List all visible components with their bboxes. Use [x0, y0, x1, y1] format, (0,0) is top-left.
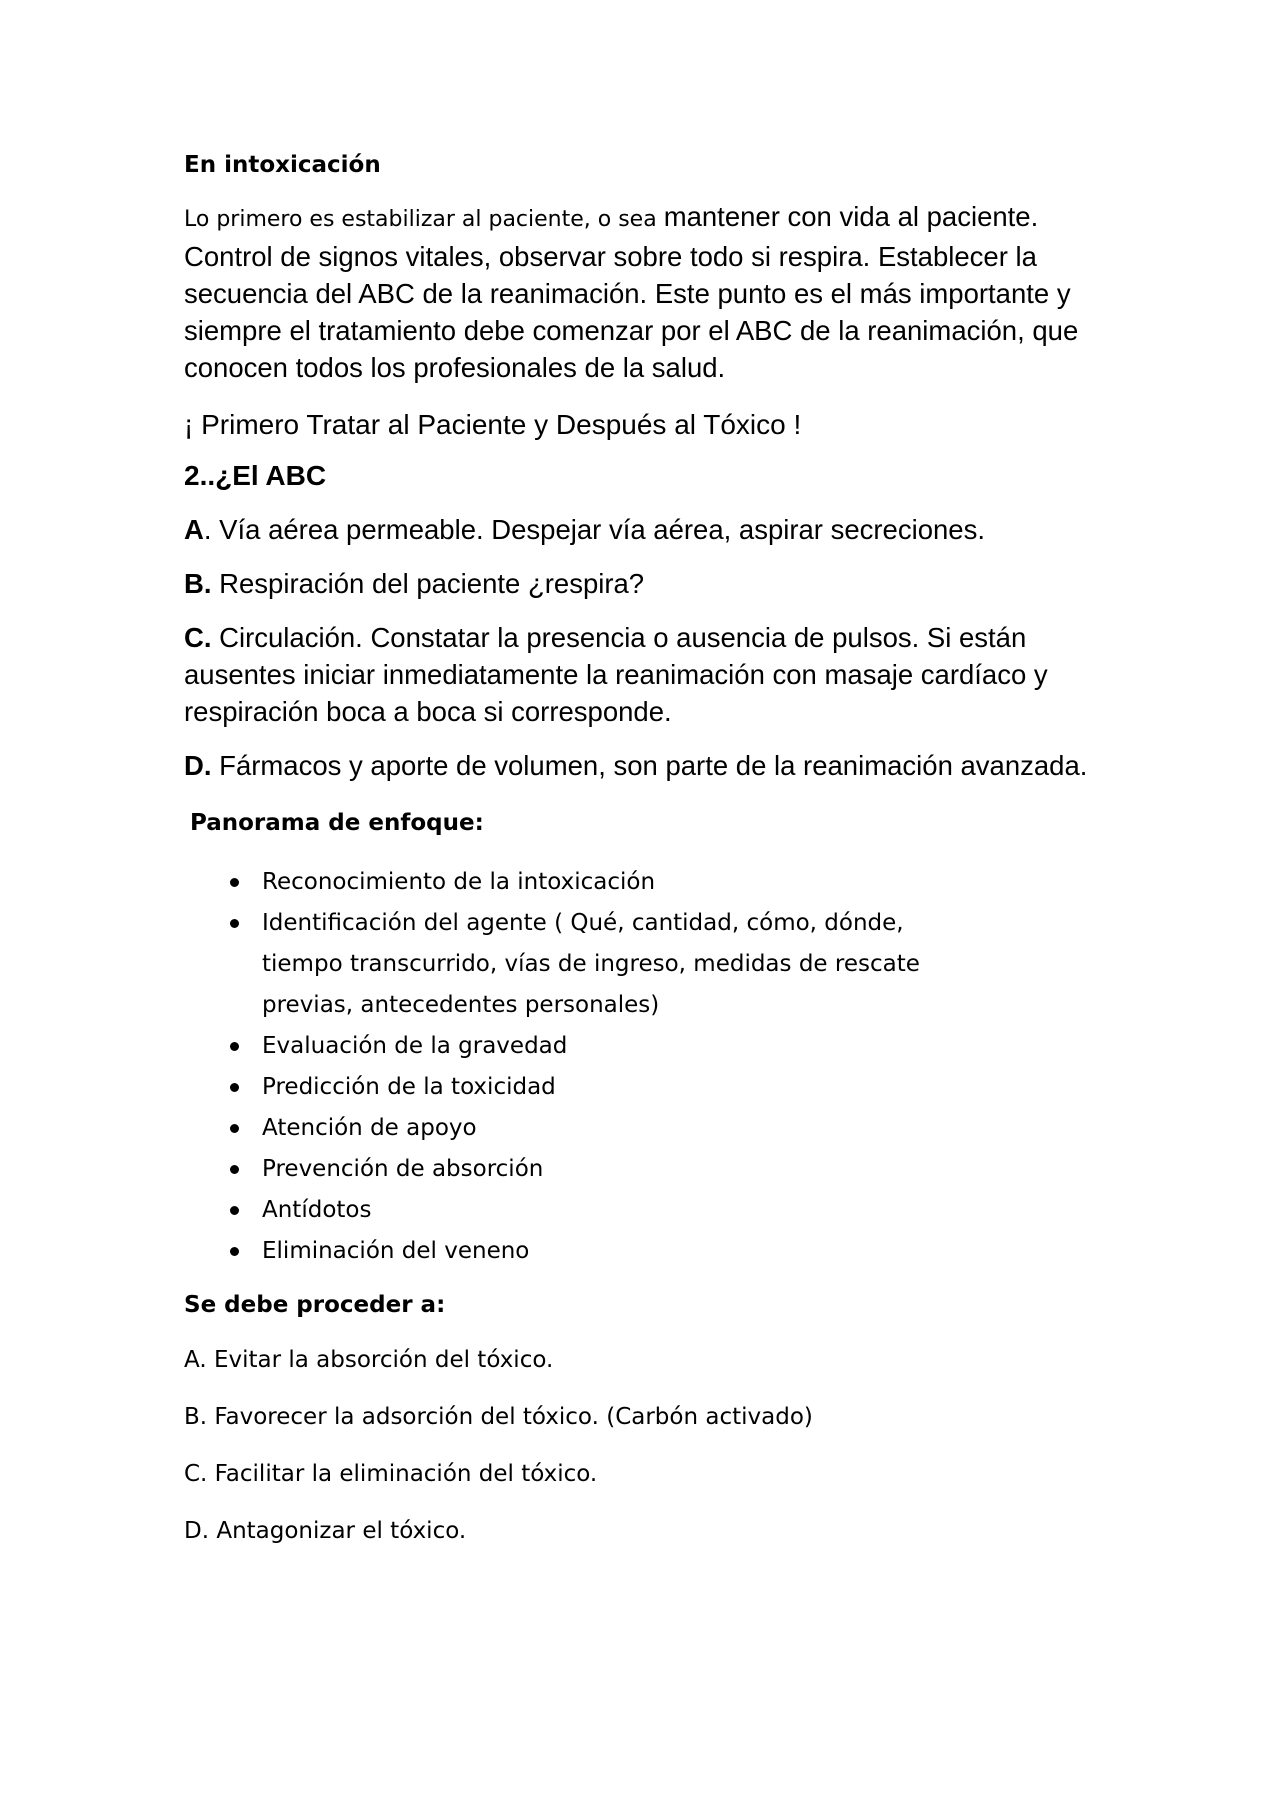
- list-item-text: Prevención de absorción: [262, 1156, 544, 1182]
- list-item-text: Eliminación del veneno: [262, 1238, 530, 1264]
- abc-sep: [212, 750, 220, 781]
- list-item: [184, 1190, 982, 1231]
- intro-rest: mantener con vida al paciente. Control de signos vitales, observar sobre todo si respira. Establecer la secuencia del ABC de la reanimación. Este punto es el más importante y siempre el tratamiento debe comenzar por el ABC de la reanimación, que conocen todos los profesionales de la salud.: [184, 201, 1079, 383]
- proceder-title: Se debe proceder a:: [184, 1292, 446, 1318]
- list-item-text: Atención de apoyo: [262, 1115, 477, 1141]
- proceder-step-d: D. Antagonizar el tóxico.: [184, 1518, 467, 1544]
- intro-paragraph: [184, 198, 1104, 386]
- abc-text: Circulación. Constatar la presencia o ausencia de pulsos. Si están ausentes iniciar inmediatamente la reanimación con masaje cardíaco y respiración boca a boca si corresponde.: [184, 622, 1048, 727]
- bullet-icon: [230, 1083, 239, 1092]
- abc-text: Respiración del paciente ¿respira?: [219, 568, 645, 599]
- list-item: [184, 1067, 982, 1108]
- abc-letter: A: [184, 514, 204, 545]
- slogan: ¡ Primero Tratar al Paciente y Después al Tóxico !: [184, 409, 802, 440]
- bullet-icon: [230, 919, 239, 928]
- list-item-text: Predicción de la toxicidad: [262, 1074, 556, 1100]
- list-item: [184, 903, 982, 1026]
- bullet-icon: [230, 1124, 239, 1133]
- proceder-step-a: A. Evitar la absorción del tóxico.: [184, 1347, 554, 1373]
- list-item: [184, 1026, 982, 1067]
- abc-item-a: [184, 511, 1104, 548]
- abc-sep: [212, 622, 220, 653]
- bullet-icon: [230, 878, 239, 887]
- list-item-text: Reconocimiento de la intoxicación: [262, 869, 656, 895]
- heading-intoxicacion: En intoxicación: [184, 152, 381, 178]
- list-item-text: Antídotos: [262, 1197, 372, 1223]
- panorama-list: [184, 862, 1104, 1272]
- abc-title: 2..¿El ABC: [184, 460, 327, 491]
- bullet-icon: [230, 1206, 239, 1215]
- abc-item-d: [184, 747, 1104, 784]
- abc-text: Vía aérea permeable. Despejar vía aérea, aspirar secreciones.: [219, 514, 985, 545]
- intro-lead: Lo primero es estabilizar al paciente, o sea: [184, 207, 664, 232]
- bullet-icon: [230, 1042, 239, 1051]
- abc-item-c: [184, 619, 1104, 730]
- list-item: [184, 1231, 982, 1272]
- list-item-text: Evaluación de la gravedad: [262, 1033, 568, 1059]
- list-item: [184, 862, 982, 903]
- document-page: [184, 150, 1104, 1546]
- abc-text: Fármacos y aporte de volumen, son parte de la reanimación avanzada.: [219, 750, 1088, 781]
- abc-item-b: [184, 565, 1104, 602]
- proceder-step-c: C. Facilitar la eliminación del tóxico.: [184, 1461, 598, 1487]
- abc-sep: .: [203, 514, 220, 545]
- abc-letter: B.: [184, 568, 212, 599]
- abc-letter: C.: [184, 622, 212, 653]
- list-item: [184, 1108, 982, 1149]
- abc-letter: D.: [184, 750, 212, 781]
- list-item-text: Identificación del agente ( Qué, cantidad, cómo, dónde, tiempo transcurrido, vías de ingreso, medidas de rescate previas, antecedentes personales): [262, 910, 920, 1018]
- list-item: [184, 1149, 982, 1190]
- bullet-icon: [230, 1247, 239, 1256]
- proceder-step-b: B. Favorecer la adsorción del tóxico. (Carbón activado): [184, 1404, 813, 1430]
- bullet-icon: [230, 1165, 239, 1174]
- panorama-title: Panorama de enfoque:: [190, 810, 484, 836]
- abc-sep: [212, 568, 220, 599]
